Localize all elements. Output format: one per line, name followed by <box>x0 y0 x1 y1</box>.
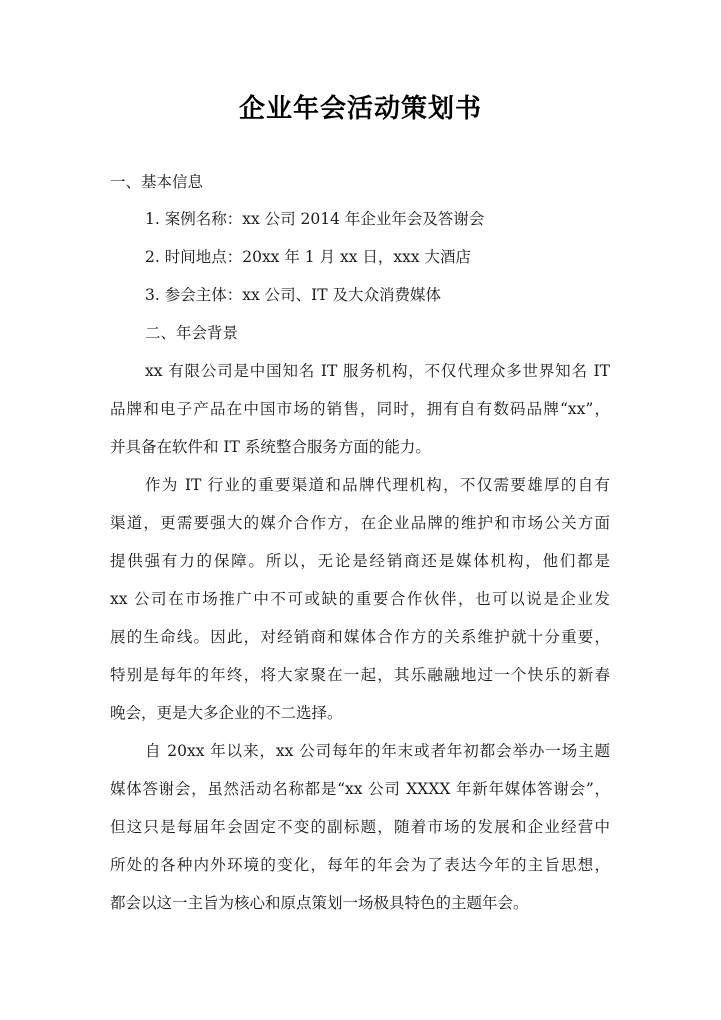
paragraph-1-line-1: xx 有限公司是中国知名 IT 服务机构，不仅代理众多世界知名 IT <box>145 362 610 380</box>
info-item-case-name: 1. 案例名称：xx 公司 2014 年企业年会及答谢会 <box>145 210 485 228</box>
document-title: 企业年会活动策划书 <box>238 94 482 124</box>
paragraph-3-line-4: 所处的各种内外环境的变化，每年的年会为了表达今年的主旨思想， <box>110 856 610 874</box>
paragraph-2-line-4: xx 公司在市场推广中不可或缺的重要合作伙伴，也可以说是企业发 <box>110 590 610 608</box>
paragraph-2-line-2: 渠道，更需要强大的媒介合作方，在企业品牌的维护和市场公关方面 <box>110 514 610 532</box>
paragraph-3-line-5: 都会以这一主旨为核心和原点策划一场极具特色的主题年会。 <box>110 894 529 912</box>
info-item-time-place: 2. 时间地点：20xx 年 1 月 xx 日，xxx 大酒店 <box>145 248 472 266</box>
paragraph-2-line-5: 展的生命线。因此，对经销商和媒体合作方的关系维护就十分重要， <box>110 628 610 646</box>
info-item-participants: 3. 参会主体：xx 公司、IT 及大众消费媒体 <box>145 286 442 304</box>
section-heading-basic-info: 一、基本信息 <box>110 173 204 191</box>
paragraph-3-line-2: 媒体答谢会，虽然活动名称都是“xx 公司 XXXX 年新年媒体答谢会”， <box>110 780 610 798</box>
paragraph-3-line-1: 自 20xx 年以来，xx 公司每年的年末或者年初都会举办一场主题 <box>145 742 610 760</box>
paragraph-3-line-3: 但这只是每届年会固定不变的副标题，随着市场的发展和企业经营中 <box>110 818 610 836</box>
paragraph-2-line-1: 作为 IT 行业的重要渠道和品牌代理机构，不仅需要雄厚的自有 <box>145 476 610 494</box>
paragraph-2-line-7: 晚会，更是大多企业的不二选择。 <box>110 704 343 722</box>
paragraph-2-line-3: 提供强有力的保障。所以，无论是经销商还是媒体机构，他们都是 <box>110 552 610 570</box>
paragraph-2-line-6: 特别是每年的年终，将大家聚在一起，其乐融融地过一个快乐的新春 <box>110 666 610 684</box>
paragraph-1-line-3: 并具备在软件和 IT 系统整合服务方面的能力。 <box>110 438 431 456</box>
paragraph-1-line-2: 品牌和电子产品在中国市场的销售，同时，拥有自有数码品牌“xx”， <box>110 400 610 418</box>
section-heading-background: 二、年会背景 <box>145 324 239 342</box>
